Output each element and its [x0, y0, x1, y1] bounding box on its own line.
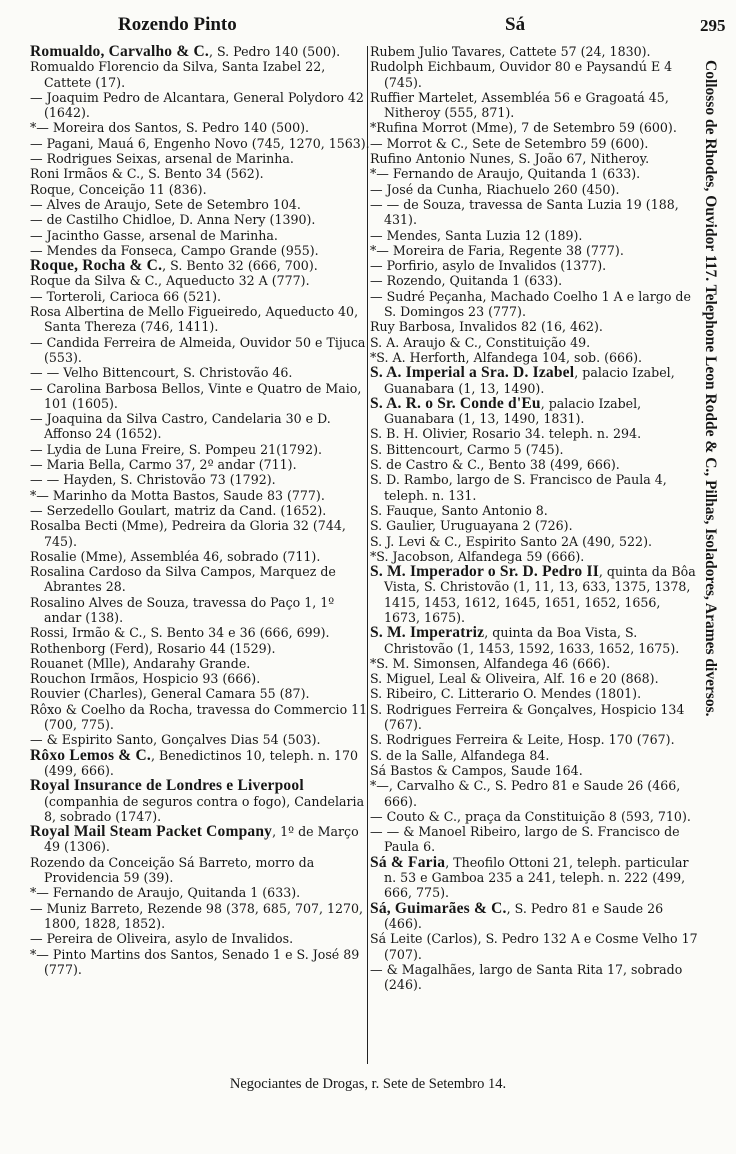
directory-entry [30, 381, 370, 412]
entry-details: S. B. H. Olivier, Rosario 34. teleph. n. 294. [370, 426, 642, 442]
entry-details: *—, Carvalho & C., S. Pedro 81 e Saude 26 (466, 666). [370, 778, 681, 809]
entry-details: — Mendes, Santa Luzia 12 (189). [370, 227, 583, 243]
directory-entry [30, 824, 370, 855]
entry-details: Rozendo da Conceição Sá Barreto, morro da Providencia 59 (39). [30, 854, 315, 886]
entry-details: S. Miguel, Leal & Oliveira, Alf. 16 e 20 (868). [370, 671, 659, 687]
directory-entry [370, 671, 700, 686]
entry-details: *S. A. Herforth, Alfandega 104, sob. (666). [370, 349, 642, 365]
entry-details: — Porfirio, asylo de Invalidos (1377). [370, 258, 607, 274]
directory-entry [30, 901, 370, 932]
directory-entry [30, 732, 370, 747]
directory-entry [370, 763, 700, 778]
directory-entry [30, 564, 370, 595]
directory-entry [370, 182, 700, 197]
page-header [0, 6, 736, 38]
entry-name: S. M. Imperador o Sr. D. Pedro II [370, 563, 599, 581]
directory-entry [370, 120, 700, 135]
entry-details: — Pereira de Oliveira, asylo de Invalidos. [30, 931, 294, 947]
directory-entry [30, 885, 370, 900]
entry-details: S. A. Araujo & C., Constituição 49. [370, 334, 591, 350]
directory-entry [370, 686, 700, 701]
entry-details: — Candida Ferreira de Almeida, Ouvidor 50 e Tijuca (553). [30, 334, 366, 365]
directory-entry [370, 243, 700, 258]
entry-details: Rothenborg (Ferd), Rosario 44 (1529). [30, 640, 276, 656]
directory-entry [370, 258, 700, 273]
entry-details: Rubem Julio Tavares, Cattete 57 (24, 1830). [370, 44, 651, 59]
directory-entry [370, 625, 700, 656]
directory-entry [370, 365, 700, 396]
entry-name: S. A. Imperial a Sra. D. Izabel [370, 364, 575, 382]
entry-details: — Pagani, Mauá 6, Engenho Novo (745, 1270, 1563). [30, 135, 370, 151]
entry-details: — Sudré Peçanha, Machado Coelho 1 A e largo de S. Domingos 23 (777). [370, 288, 691, 320]
entry-details: — Serzedello Goulart, matriz da Cand. (1652). [30, 502, 327, 518]
entry-details: — Joaquina da Silva Castro, Candelaria 30 e D. Affonso 24 (1652). [30, 411, 331, 442]
directory-entry [30, 656, 370, 671]
directory-entry [30, 411, 370, 442]
entry-details: — Joaquim Pedro de Alcantara, General Polydoro 42 (1642). [30, 89, 364, 121]
entry-details: *— Pinto Martins dos Santos, Senado 1 e S. José 89 (777). [30, 946, 360, 977]
directory-entry [30, 748, 370, 779]
directory-entry [370, 809, 700, 824]
directory-entry [30, 778, 370, 824]
entry-details: S. Rodrigues Ferreira & Leite, Hosp. 170 (767). [370, 732, 675, 748]
entry-details: Sá Leite (Carlos), S. Pedro 132 A e Cosme Velho 17 (707). [370, 931, 698, 962]
directory-entry [370, 273, 700, 288]
entry-details: Rudolph Eichbaum, Ouvidor 80 e Paysandú E 4 (745). [370, 59, 673, 90]
entry-name: Rôxo Lemos & C. [30, 746, 151, 764]
entry-details: Ruy Barbosa, Invalidos 82 (16, 462). [370, 319, 603, 335]
entry-details: S. D. Rambo, largo de S. Francisco de Paula 4, teleph. n. 131. [370, 472, 667, 503]
directory-entry [370, 426, 700, 441]
directory-entry [30, 625, 370, 640]
entry-details: , palacio Izabel, Guanabara (1, 13, 1490). [384, 365, 675, 396]
entry-details: — Rodrigues Seixas, arsenal de Marinha. [30, 151, 294, 167]
directory-entry [30, 44, 370, 59]
entry-details: Rouanet (Mlle), Andarahy Grande. [30, 655, 251, 671]
entry-details: — Couto & C., praça da Constituição 8 (593, 710). [370, 808, 691, 824]
directory-entry [30, 472, 370, 487]
entry-name: Sá & Faria [370, 853, 446, 871]
left-column [30, 44, 370, 977]
footer-advertisement: Negociantes de Drogas, r. Sete de Setembro 14. [229, 1076, 507, 1092]
directory-entry [370, 901, 700, 932]
directory-entry [30, 503, 370, 518]
entry-details: Rouvier (Charles), General Camara 55 (87). [30, 686, 310, 702]
running-head-left: Rozendo Pinto [118, 14, 237, 35]
directory-entry [370, 962, 700, 993]
entry-details: — de Castilho Chidloe, D. Anna Nery (1390). [30, 212, 316, 228]
directory-entry [30, 166, 370, 181]
entry-details: Roni Irmãos & C., S. Bento 34 (562). [30, 166, 264, 182]
right-column [370, 44, 700, 992]
directory-entry [30, 457, 370, 472]
entry-details: — Lydia de Luna Freire, S. Pompeu 21(1792). [30, 441, 322, 457]
directory-entry [30, 258, 370, 273]
entry-name: Roque, Rocha & C. [30, 257, 163, 275]
entry-details: S. Rodrigues Ferreira & Gonçalves, Hospicio 134 (767). [370, 701, 685, 733]
entry-name: S. M. Imperatriz [370, 624, 485, 642]
side-advertisement [695, 60, 723, 970]
directory-entry [370, 702, 700, 733]
entry-details: — — & Manoel Ribeiro, largo de S. Francisco de Paula 6. [370, 824, 680, 855]
directory-entry [370, 136, 700, 151]
entry-details: *S. Jacobson, Alfandega 59 (666). [370, 548, 585, 564]
directory-entry [30, 289, 370, 304]
directory-entry [370, 472, 700, 503]
directory-entry [370, 166, 700, 181]
entry-details: , S. Bento 32 (666, 700). [162, 258, 318, 274]
entry-name: S. A. R. o Sr. Conde d'Eu [370, 394, 541, 412]
entry-name: Sá, Guimarães & C. [370, 899, 507, 917]
directory-entry [30, 59, 370, 90]
directory-entry [30, 197, 370, 212]
directory-entry [370, 228, 700, 243]
entry-details: , 1º de Março 49 (1306). [44, 824, 359, 855]
entry-name: Royal Mail Steam Packet Company [30, 823, 273, 841]
directory-entry [30, 549, 370, 564]
directory-entry [370, 457, 700, 472]
directory-entry [370, 289, 700, 320]
directory-entry [30, 488, 370, 503]
entry-details: , quinta da Boa Vista, S. Christovão (1, 1453, 1592, 1633, 1652, 1675). [384, 625, 680, 656]
entry-details: , S. Pedro 81 e Saude 26 (466). [384, 900, 664, 931]
directory-entry [30, 365, 370, 380]
directory-entry [30, 304, 370, 335]
directory-entry [30, 228, 370, 243]
entry-details: — Torteroli, Carioca 66 (521). [30, 288, 222, 304]
entry-details: S. Gaulier, Uruguayana 2 (726). [370, 518, 573, 534]
entry-details: — — Hayden, S. Christovão 73 (1792). [30, 472, 276, 488]
entry-details: , Benedictinos 10, teleph. n. 170 (499, 666). [44, 747, 358, 778]
entry-details: — Maria Bella, Carmo 37, 2º andar (711). [30, 457, 297, 473]
entry-details: — José da Cunha, Riachuelo 260 (450). [370, 181, 620, 197]
entry-details: S. Bittencourt, Carmo 5 (745). [370, 441, 564, 457]
directory-entry [30, 931, 370, 946]
directory-entry [30, 273, 370, 288]
page-number: 295 [700, 16, 726, 35]
directory-entry [370, 518, 700, 533]
entry-details: — Morrot & C., Sete de Setembro 59 (600). [370, 135, 649, 151]
directory-entry [370, 855, 700, 901]
entry-details: S. Ribeiro, C. Litterario O. Mendes (1801). [370, 686, 642, 702]
entry-name: Royal Insurance de Londres e Liverpool [30, 777, 304, 795]
directory-entry [370, 197, 700, 228]
directory-entry [370, 748, 700, 763]
directory-entry [30, 442, 370, 457]
entry-details: S. de Castro & C., Bento 38 (499, 666). [370, 457, 620, 473]
directory-entry [30, 90, 370, 121]
entry-details: , palacio Izabel, Guanabara (1, 13, 1490, 1831). [384, 395, 642, 427]
entry-details: S. de la Salle, Alfandega 84. [370, 747, 550, 763]
entry-details: — Muniz Barreto, Rezende 98 (378, 685, 707, 1270, 1800, 1828, 1852). [30, 900, 364, 931]
entry-details: Rouchon Irmãos, Hospicio 93 (666). [30, 671, 261, 687]
entry-details: *Rufina Morrot (Mme), 7 de Setembro 59 (600). [370, 120, 677, 136]
entry-details: *S. M. Simonsen, Alfandega 46 (666). [370, 655, 611, 671]
entry-details: Roque, Conceição 11 (836). [30, 181, 207, 197]
entry-details: *— Moreira dos Santos, S. Pedro 140 (500). [30, 120, 309, 136]
directory-entry [30, 686, 370, 701]
entry-details: , quinta da Bôa Vista, S. Christovão (1, 11, 13, 633, 1375, 1378, 1415, 1453, 1612, 1645, 1651, 1652, 1656, 1673, 1675). [384, 564, 696, 625]
directory-entry [370, 564, 700, 625]
directory-entry [370, 442, 700, 457]
directory-entry [30, 335, 370, 366]
entry-details: Rosa Albertina de Mello Figueiredo, Aqueducto 40, Santa Thereza (746, 1411). [30, 304, 359, 335]
directory-entry [370, 503, 700, 518]
directory-entry [370, 732, 700, 747]
directory-entry [30, 518, 370, 549]
directory-entry [30, 855, 370, 886]
directory-entry [30, 595, 370, 626]
directory-entry [370, 534, 700, 549]
directory-entry [30, 120, 370, 135]
entry-details: Rosalba Becti (Mme), Pedreira da Gloria 32 (744, 745). [30, 518, 346, 549]
entry-details: (companhia de seguros contra o fogo), Candelaria 8, sobrado (1747). [44, 793, 365, 824]
directory-entry [370, 59, 700, 90]
directory-entry [30, 182, 370, 197]
directory-entry [370, 319, 700, 334]
entry-details: Rôxo & Coelho da Rocha, travessa do Commercio 11 (700, 775). [30, 701, 368, 733]
entry-details: S. Fauque, Santo Antonio 8. [370, 502, 548, 518]
entry-details: , S. Pedro 140 (500). [208, 44, 341, 59]
entry-details: — Alves de Araujo, Sete de Setembro 104. [30, 196, 301, 212]
entry-details: Romualdo Florencio da Silva, Santa Izabel 22, Cattete (17). [30, 59, 326, 90]
side-advertisement-text: Collosso de Rhodes, Ouvidor 117. Telephone Leon Rodde & C., Pilhas, Isoladores, Arames diversos. [702, 60, 719, 717]
entry-details: *— Fernando de Araujo, Quitanda 1 (633). [370, 166, 641, 182]
entry-name: Romualdo, Carvalho & C. [30, 43, 209, 60]
directory-entry [30, 947, 370, 978]
entry-details: Ruffier Martelet, Assembléa 56 e Gragoatá 45, Nitheroy (555, 871). [370, 89, 669, 121]
directory-entry [370, 350, 700, 365]
directory-entry [30, 702, 370, 733]
directory-entry [30, 671, 370, 686]
directory-entry [370, 549, 700, 564]
entry-details: — — de Souza, travessa de Santa Luzia 19 (188, 431). [370, 196, 679, 228]
entry-details: Rosalina Cardoso da Silva Campos, Marquez de Abrantes 28. [30, 564, 336, 595]
running-head-right: Sá [505, 14, 526, 35]
entry-details: S. J. Levi & C., Espirito Santo 2A (490, 522). [370, 533, 652, 549]
directory-entry [30, 212, 370, 227]
entry-details: — — Velho Bittencourt, S. Christovão 46. [30, 365, 293, 381]
entry-details: — Mendes da Fonseca, Campo Grande (955). [30, 242, 319, 258]
directory-entry [30, 641, 370, 656]
directory-entry [30, 243, 370, 258]
directory-entry [370, 778, 700, 809]
entry-details: Rossi, Irmão & C., S. Bento 34 e 36 (666, 699). [30, 625, 330, 641]
directory-entry [370, 931, 700, 962]
entry-details: — & Magalhães, largo de Santa Rita 17, sobrado (246). [370, 961, 683, 993]
entry-details: *— Fernando de Araujo, Quitanda 1 (633). [30, 885, 301, 901]
entry-details: , Theofilo Ottoni 21, teleph. particular n. 53 e Gamboa 235 a 241, teleph. n. 222 (499, 666, 775). [384, 854, 689, 901]
entry-details: — Rozendo, Quitanda 1 (633). [370, 273, 563, 289]
directory-entry [370, 396, 700, 427]
entry-details: Sá Bastos & Campos, Saude 164. [370, 762, 583, 778]
directory-entry [370, 90, 700, 121]
entry-details: Roque da Silva & C., Aqueducto 32 A (777). [30, 273, 310, 289]
directory-entry [30, 136, 370, 151]
directory-entry [30, 151, 370, 166]
directory-entry [370, 151, 700, 166]
entry-details: — Jacintho Gasse, arsenal de Marinha. [30, 227, 278, 243]
directory-entry [370, 335, 700, 350]
entry-details: *— Moreira de Faria, Regente 38 (777). [370, 242, 624, 258]
entry-details: *— Marinho da Motta Bastos, Saude 83 (777). [30, 487, 325, 503]
entry-details: Rosalino Alves de Souza, travessa do Paço 1, 1º andar (138). [30, 594, 335, 625]
directory-entry [370, 656, 700, 671]
entry-details: — Carolina Barbosa Bellos, Vinte e Quatro de Maio, 101 (1605). [30, 380, 362, 411]
entry-details: Rufino Antonio Nunes, S. João 67, Nitheroy. [370, 151, 650, 167]
directory-entry [370, 44, 700, 59]
entry-details: — & Espirito Santo, Gonçalves Dias 54 (503). [30, 732, 321, 748]
directory-entry [370, 824, 700, 855]
entry-details: Rosalie (Mme), Assembléa 46, sobrado (711). [30, 548, 321, 564]
